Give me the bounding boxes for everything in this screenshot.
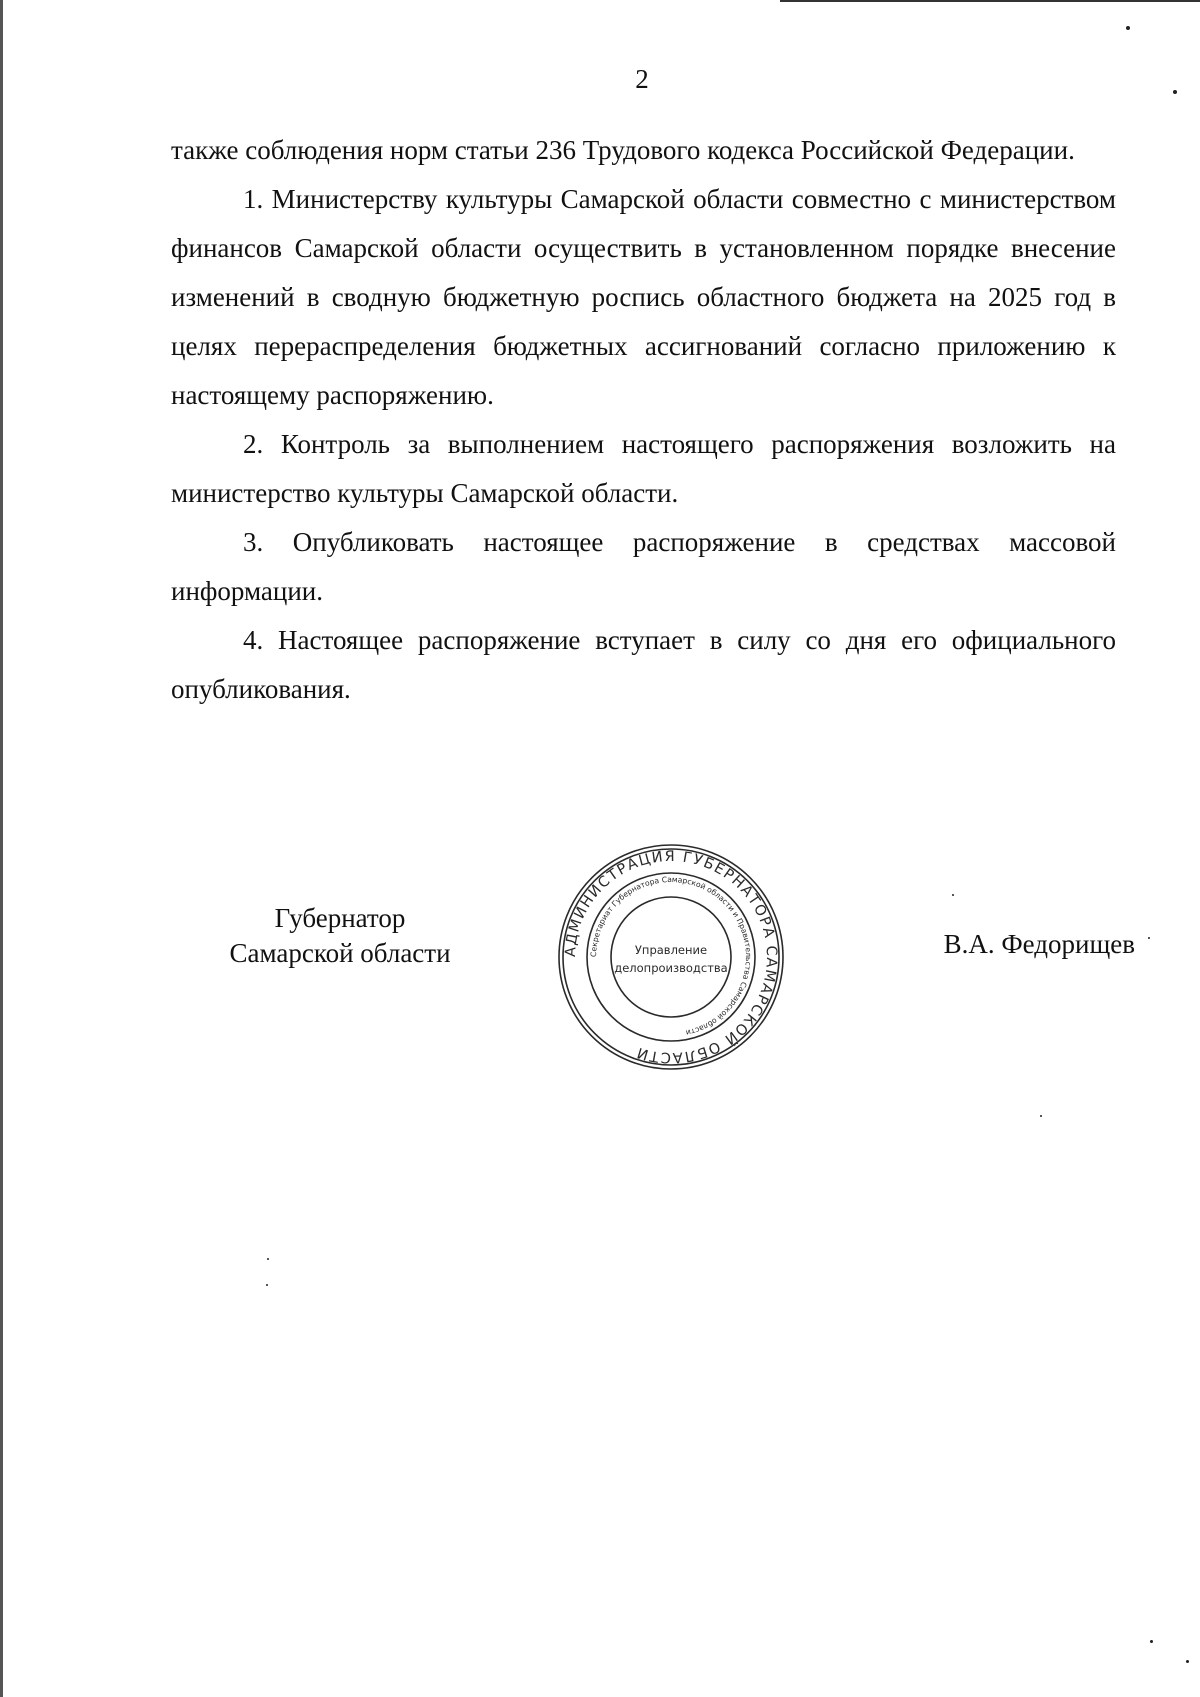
seal-middle-text: Секретариат Губернатора Самарской области и Правительства Самарской области xyxy=(588,874,754,1038)
signer-position xyxy=(190,901,490,971)
paragraph-item-1: 1. Министерству культуры Самарской области совместно с министерством финансов Самарской области осуществить в установленном порядке внесение изменений в сводную бюджетную роспись областного бюджета на 2025 год в целях перераспределения бюджетных ассигнований согласно приложению к настоящему распоряжению. xyxy=(171,184,1116,410)
seal-center-line1: Управление xyxy=(634,943,708,957)
signer-position-line2: Самарской области xyxy=(229,938,451,968)
scan-speck xyxy=(1150,1640,1153,1643)
scan-speck xyxy=(1126,26,1130,30)
signer-name: В.А. Федорищев xyxy=(943,929,1135,959)
signer-position-line1: Губернатор xyxy=(274,903,406,933)
scan-speck xyxy=(1040,1115,1042,1117)
seal-middle-ring xyxy=(587,873,755,1041)
scan-speck xyxy=(952,894,954,896)
seal-inner-ring xyxy=(611,897,731,1017)
paragraph-item-2: 2. Контроль за выполнением настоящего распоряжения возложить на министерство культуры Самарской области. xyxy=(171,429,1116,508)
page-number: 2 xyxy=(635,64,649,94)
scan-speck xyxy=(1186,1660,1189,1663)
paragraph-item-4: 4. Настоящее распоряжение вступает в силу со дня его официального опубликования. xyxy=(171,625,1116,704)
paragraph: также соблюдения норм статьи 236 Трудового кодекса Российской Федерации. xyxy=(171,135,1075,165)
seal-outer-text: АДМИНИСТРАЦИЯ ГУБЕРНАТОРА САМАРСКОЙ ОБЛАСТИ xyxy=(562,848,780,1066)
paragraph-item-3: 3. Опубликовать настоящее распоряжение в средствах массовой информации. xyxy=(171,527,1116,606)
scan-speck xyxy=(266,1284,268,1286)
scan-speck xyxy=(1148,937,1150,939)
scan-speck xyxy=(1173,90,1177,94)
scan-speck xyxy=(267,1258,269,1260)
official-seal xyxy=(556,842,786,1072)
seal-center-line2: делопроизводства xyxy=(614,961,728,975)
